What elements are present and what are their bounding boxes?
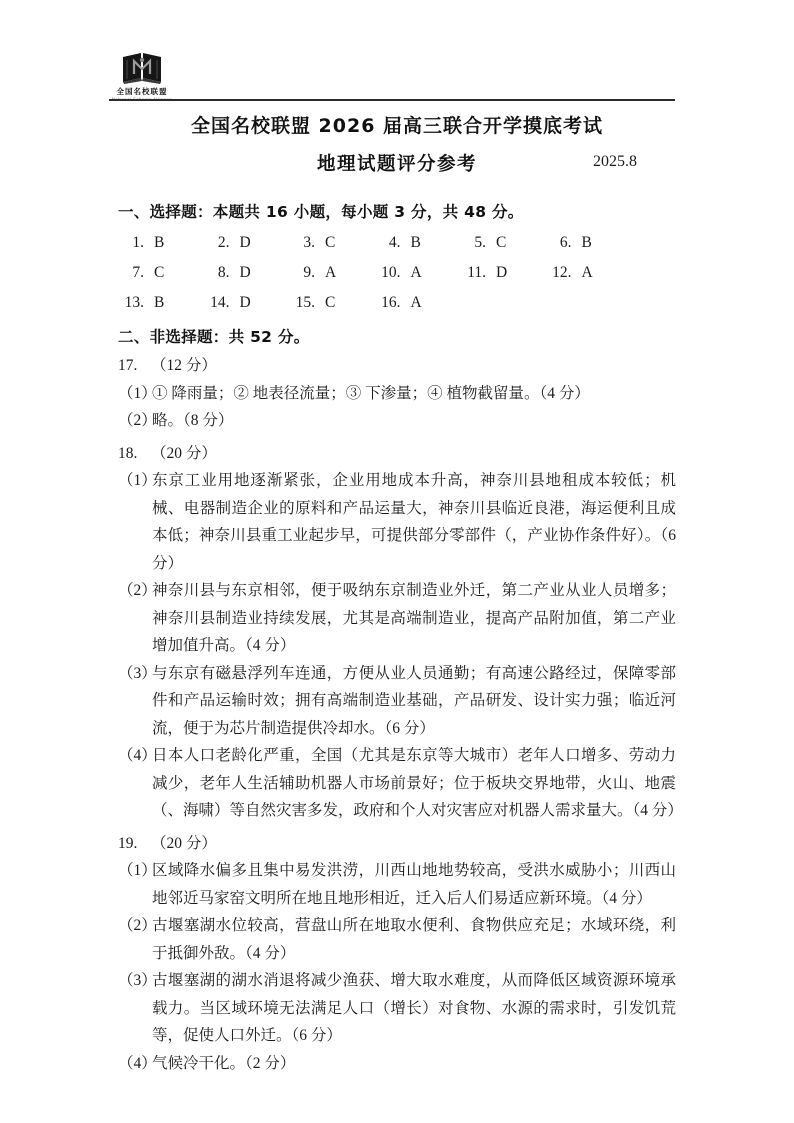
question-19-header — [118, 830, 676, 858]
answer-number: 6. — [559, 234, 572, 251]
part-label: （4） — [118, 747, 157, 764]
answer-choice: D — [496, 264, 508, 281]
answer-choice: C — [325, 294, 336, 311]
answer-number: 4. — [388, 234, 401, 251]
answer-number: 7. — [132, 264, 144, 281]
answer-choice: A — [581, 264, 593, 281]
answer-number: 3. — [303, 234, 315, 251]
answer-item-10 — [375, 258, 461, 288]
answer-number: 14. — [210, 294, 230, 311]
answer-number: 9. — [303, 264, 315, 281]
answer-choice: C — [325, 234, 336, 251]
part-text: ① 降雨量；② 地表径流量；③ 下渗量；④ 植物截留量。（4 分） — [152, 384, 590, 402]
answer-item-9 — [289, 258, 375, 288]
section2-heading: 二、非选择题：共 52 分。 — [118, 328, 310, 346]
answer-item-5 — [460, 228, 546, 258]
question-19-part-3 — [118, 967, 676, 1050]
answer-item-4 — [375, 228, 461, 258]
question-19-part-2 — [118, 912, 676, 967]
question-18-header — [118, 440, 676, 468]
answer-number: 12. — [552, 264, 572, 281]
answer-number: 10. — [381, 264, 401, 281]
answer-number: 1. — [132, 234, 144, 251]
question-number: 19. — [118, 834, 138, 852]
answer-number: 5. — [474, 234, 486, 251]
question-17-part-2 — [118, 407, 676, 435]
question-18-part-2 — [118, 577, 676, 660]
part-text: 日本人口老龄化严重，全国（尤其是东京等大城市）老年人口增多、劳动力减少，老年人生活辅助机器人市场前景好；位于板块交界地带，火山、地震（、海啸）等自然灾害多发，政府和个人对灾害应对机器人需求量大。（4 分） — [152, 747, 683, 819]
question-19 — [118, 830, 676, 1078]
answer-item-8 — [204, 258, 290, 288]
part-label: （2） — [118, 412, 157, 429]
question-18 — [118, 440, 683, 825]
question-score: （12 分） — [151, 357, 217, 374]
question-score: （20 分） — [151, 444, 217, 462]
question-17-part-1 — [118, 380, 676, 408]
section1-heading: 一、选择题：本题共 16 小题，每小题 3 分，共 48 分。 — [118, 203, 524, 221]
answer-item-3 — [289, 228, 375, 258]
answer-item-14 — [204, 288, 290, 318]
logo — [108, 52, 176, 102]
answer-choice: D — [239, 264, 251, 281]
answer-choice: C — [154, 264, 165, 281]
question-number: 18. — [118, 444, 138, 462]
question-number: 17. — [118, 357, 138, 374]
answer-number: 16. — [381, 294, 401, 311]
open-book-logo-icon — [121, 52, 163, 84]
answer-grid — [118, 228, 676, 318]
answer-choice: A — [410, 264, 422, 281]
question-19-part-4 — [118, 1050, 676, 1078]
document-body — [118, 202, 683, 1077]
part-text: 古堰塞湖的湖水消退将减少渔获、增大取水难度，从而降低区域资源环境承载力。当区域环境无法满足人口（增长）对食物、水源的需求时，引发饥荒等，促使人口外迁。（6 分） — [152, 972, 676, 1044]
answer-number: 8. — [217, 264, 230, 281]
answer-item-6 — [546, 228, 632, 258]
logo-name-cn: 全国名校联盟 — [116, 87, 168, 96]
part-text: 区域降水偏多且集中易发洪涝，川西山地地势较高，受洪水威胁小；川西山地邻近马家窑文明所在地且地形相近，迁入后人们易适应新环境。（4 分） — [152, 862, 676, 907]
answer-item-13 — [118, 288, 204, 318]
answer-choice: D — [239, 294, 251, 311]
question-19-part-1 — [118, 857, 676, 912]
answer-item-16 — [375, 288, 461, 318]
part-label: （4） — [118, 1054, 157, 1072]
page-title: 全国名校联盟 2026 届高三联合开学摸底考试 — [190, 115, 604, 137]
part-text: 略。（8 分） — [152, 412, 234, 429]
answer-number: 15. — [295, 294, 315, 311]
part-text: 东京工业用地逐渐紧张，企业用地成本升高，神奈川县地租成本较低；机械、电器制造企业的原料和产品运量大，神奈川县临近良港，海运便利且成本低；神奈川县重工业起步早，可提供部分零部件（，产业协作条件好）。（6 分） — [152, 472, 676, 572]
header-divider — [109, 99, 675, 101]
part-label: （3） — [118, 664, 157, 682]
answer-choice: D — [239, 234, 251, 251]
question-score: （20 分） — [151, 834, 217, 852]
answer-choice: A — [410, 294, 422, 311]
question-17 — [118, 352, 676, 435]
question-18-part-4 — [118, 742, 683, 825]
part-label: （2） — [118, 917, 157, 934]
exam-date: 2025.8 — [593, 153, 637, 170]
answer-item-12 — [546, 258, 632, 288]
answer-number: 13. — [124, 294, 144, 311]
subtitle-row — [0, 150, 794, 176]
answer-choice: B — [154, 294, 165, 311]
part-label: （3） — [118, 972, 157, 989]
question-18-part-1 — [118, 467, 676, 577]
part-text: 气候冷干化。（2 分） — [152, 1054, 296, 1072]
answer-item-2 — [204, 228, 290, 258]
part-label: （1） — [118, 472, 157, 489]
part-text: 神奈川县与东京相邻，便于吸纳东京制造业外迁，第二产业从业人员增多；神奈川县制造业持续发展，尤其是高端制造业，提高产品附加值，第二产业增加值升高。（4 分） — [152, 582, 676, 654]
answer-choice: B — [581, 234, 592, 251]
part-label: （2） — [118, 582, 157, 599]
part-text: 与东京有磁悬浮列车连通，方便从业人员通勤；有高速公路经过，保障零部件和产品运输时效；拥有高端制造业基础，产品研发、设计实力强；临近河流，便于为芯片制造提供冷却水。（6 分） — [152, 664, 676, 737]
question-18-part-3 — [118, 660, 676, 743]
part-text: 古堰塞湖水位较高，营盘山所在地取水便利、食物供应充足；水域环绕，利于抵御外敌。（4 分） — [152, 917, 676, 962]
answer-choice: A — [325, 264, 337, 281]
question-17-header — [118, 352, 676, 380]
answer-choice: B — [154, 234, 165, 251]
answer-choice: C — [496, 234, 507, 251]
part-label: （1） — [118, 384, 157, 402]
answer-item-15 — [289, 288, 375, 318]
page-subtitle: 地理试题评分参考 — [316, 154, 477, 175]
part-label: （1） — [118, 862, 157, 879]
answer-item-7 — [118, 258, 204, 288]
answer-item-11 — [460, 258, 546, 288]
answer-item-1 — [118, 228, 204, 258]
answer-choice: B — [410, 234, 421, 251]
answer-number: 11. — [467, 264, 486, 281]
answer-number: 2. — [217, 234, 230, 251]
